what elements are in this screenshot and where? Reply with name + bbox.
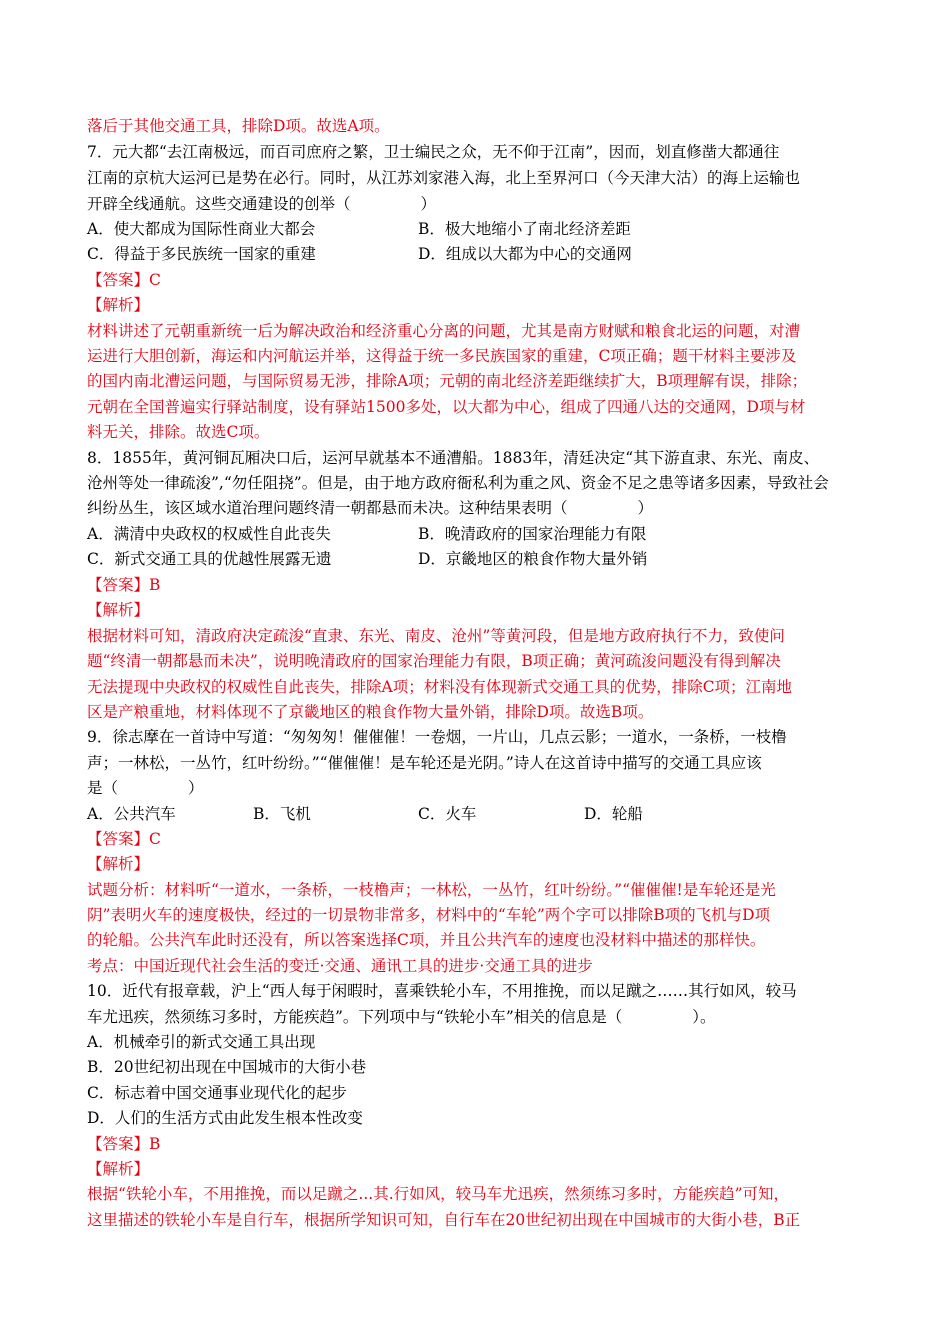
q9-stem-line-1: 9．徐志摩在一首诗中写道：“匆匆匆！催催催！一卷烟，一片山，几点云影；一道水，一条桥，一枝橹 — [87, 728, 787, 746]
q9-option-c: C．火车 — [418, 805, 477, 823]
q6-analysis-tail: 落后于其他交通工具，排除D项。故选A项。 — [87, 117, 390, 135]
q7-stem-line-2: 江南的京杭大运河已是势在必行。同时，从江苏刘家港入海，北上至界河口（今天津大沽）的海上运输也 — [87, 169, 801, 187]
q8-stem-line-2: 沧州等处一律疏浚”,“勿任阻挠”。但是，由于地方政府衙私利为重之风、资金不足之患等诸多因素，导致社会 — [87, 474, 829, 492]
q8-analysis-line-2: 题“终清一朝都悬而未决”，说明晚清政府的国家治理能力有限，B项正确；黄河疏浚问题没有得到解决 — [87, 652, 781, 670]
q8-option-d: D．京畿地区的粮食作物大量外销 — [418, 550, 648, 568]
q8-option-a: A．满清中央政权的权威性自此丧失 — [87, 525, 331, 543]
q9-option-d: D．轮船 — [584, 805, 643, 823]
q8-option-b: B．晚清政府的国家治理能力有限 — [418, 525, 647, 543]
q10-analysis-line-2: 这里描述的铁轮小车是自行车，根据所学知识可知，自行车在20世纪初出现在中国城市的大街小巷，B正 — [87, 1211, 801, 1229]
q9-exam-point: 考点：中国近现代社会生活的变迁·交通、通讯工具的进步·交通工具的进步 — [87, 957, 593, 975]
q8-option-c: C．新式交通工具的优越性展露无遗 — [87, 550, 332, 568]
q9-stem-line-3: 是（ ） — [87, 779, 204, 797]
q7-option-d: D．组成以大都为中心的交通网 — [418, 245, 632, 263]
q7-answer: 【答案】C — [87, 271, 161, 289]
q7-stem-line-1: 7．元大都“去江南极远，而百司庶府之繁，卫士编民之众，无不仰于江南”，因而，划直修凿大都通往 — [87, 143, 780, 161]
q7-analysis-line-2: 运进行大胆创新，海运和内河航运并举，这得益于统一多民族国家的重建，C项正确；题干材料主要涉及 — [87, 347, 797, 365]
q7-option-b: B．极大地缩小了南北经济差距 — [418, 220, 631, 238]
q10-analysis-label: 【解析】 — [87, 1160, 150, 1178]
q10-analysis-line-1: 根据“铁轮小车，不用推挽，而以足蹴之...其.行如风，较马车尤迅疾，然须练习多时，方能疾趋”可知， — [87, 1185, 790, 1203]
q9-analysis-label: 【解析】 — [87, 855, 150, 873]
q9-analysis-line-3: 的轮船。公共汽车此时还没有，所以答案选择C项，并且公共汽车的速度也没材料中描述的那样快。 — [87, 931, 766, 949]
q8-answer: 【答案】B — [87, 576, 161, 594]
q9-analysis-line-2: 阴”表明火车的速度极快，经过的一切景物非常多，材料中的“车轮”两个字可以排除B项的飞机与D项 — [87, 906, 771, 924]
q10-option-c: C．标志着中国交通事业现代化的起步 — [87, 1084, 347, 1102]
q7-option-a: A．使大都成为国际性商业大都会 — [87, 220, 316, 238]
q7-analysis-line-1: 材料讲述了元朝重新统一后为解决政治和经济重心分离的问题，尤其是南方财赋和粮食北运的问题，对漕 — [87, 322, 801, 340]
q8-analysis-line-4: 区是产粮重地，材料体现不了京畿地区的粮食作物大量外销，排除D项。故选B项。 — [87, 703, 654, 721]
q7-analysis-line-4: 元朝在全国普遍实行驿站制度，设有驿站1500多处，以大都为中心，组成了四通八达的交通网，D项与材 — [87, 398, 806, 416]
q10-answer: 【答案】B — [87, 1135, 161, 1153]
q8-stem-line-3: 纠纷丛生，该区域水道治理问题终清一朝都悬而未决。这种结果表明（ ） — [87, 499, 654, 517]
q8-analysis-line-1: 根据材料可知，清政府决定疏浚“直隶、东光、南皮、沧州”等黄河段，但是地方政府执行不力，致使问 — [87, 627, 785, 645]
q9-answer: 【答案】C — [87, 830, 161, 848]
q10-stem-line-1: 10．近代有报章载，沪上“西人每于闲暇时，喜乘铁轮小车，不用推挽，而以足蹴之……其行如风，较马 — [87, 982, 797, 1000]
q8-stem-line-1: 8．1855年，黄河铜瓦厢决口后，运河早就基本不通漕船。1883年，清廷决定“其下游直隶、东光、南皮、 — [87, 449, 820, 467]
q8-analysis-line-3: 无法提现中央政权的权威性自此丧失，排除A项；材料没有体现新式交通工具的优势，排除C项；江南地 — [87, 678, 793, 696]
q7-analysis-label: 【解析】 — [87, 296, 150, 314]
q9-analysis-line-1: 试题分析：材料听“一道水，一条桥，一枝橹声；一林松，一丛竹，红叶纷纷。”“催催催!是车轮还是光 — [87, 881, 776, 899]
q10-option-d: D．人们的生活方式由此发生根本性改变 — [87, 1109, 363, 1127]
q9-option-b: B．飞机 — [253, 805, 311, 823]
q7-option-c: C．得益于多民族统一国家的重建 — [87, 245, 316, 263]
q9-stem-line-2: 声；一林松，一丛竹，红叶纷纷。”“催催催！是车轮还是光阴。”诗人在这首诗中描写的交通工具应该 — [87, 754, 762, 772]
q10-stem-line-2: 车尤迅疾，然须练习多时，方能疾趋”。下列项中与“铁轮小车”相关的信息是（ ）。 — [87, 1008, 716, 1026]
q10-option-a: A．机械牵引的新式交通工具出现 — [87, 1033, 316, 1051]
q9-option-a: A．公共汽车 — [87, 805, 176, 823]
q10-option-b: B．20世纪初出现在中国城市的大街小巷 — [87, 1058, 367, 1076]
q8-analysis-label: 【解析】 — [87, 601, 150, 619]
q7-analysis-line-3: 的国内南北漕运问题，与国际贸易无涉，排除A项；元朝的南北经济差距继续扩大，B项理解有误，排除； — [87, 372, 808, 390]
q7-stem-line-3: 开辟全线通航。这些交通建设的创举（ ） — [87, 195, 437, 213]
q7-analysis-line-5: 料无关，排除。故选C项。 — [87, 423, 270, 441]
